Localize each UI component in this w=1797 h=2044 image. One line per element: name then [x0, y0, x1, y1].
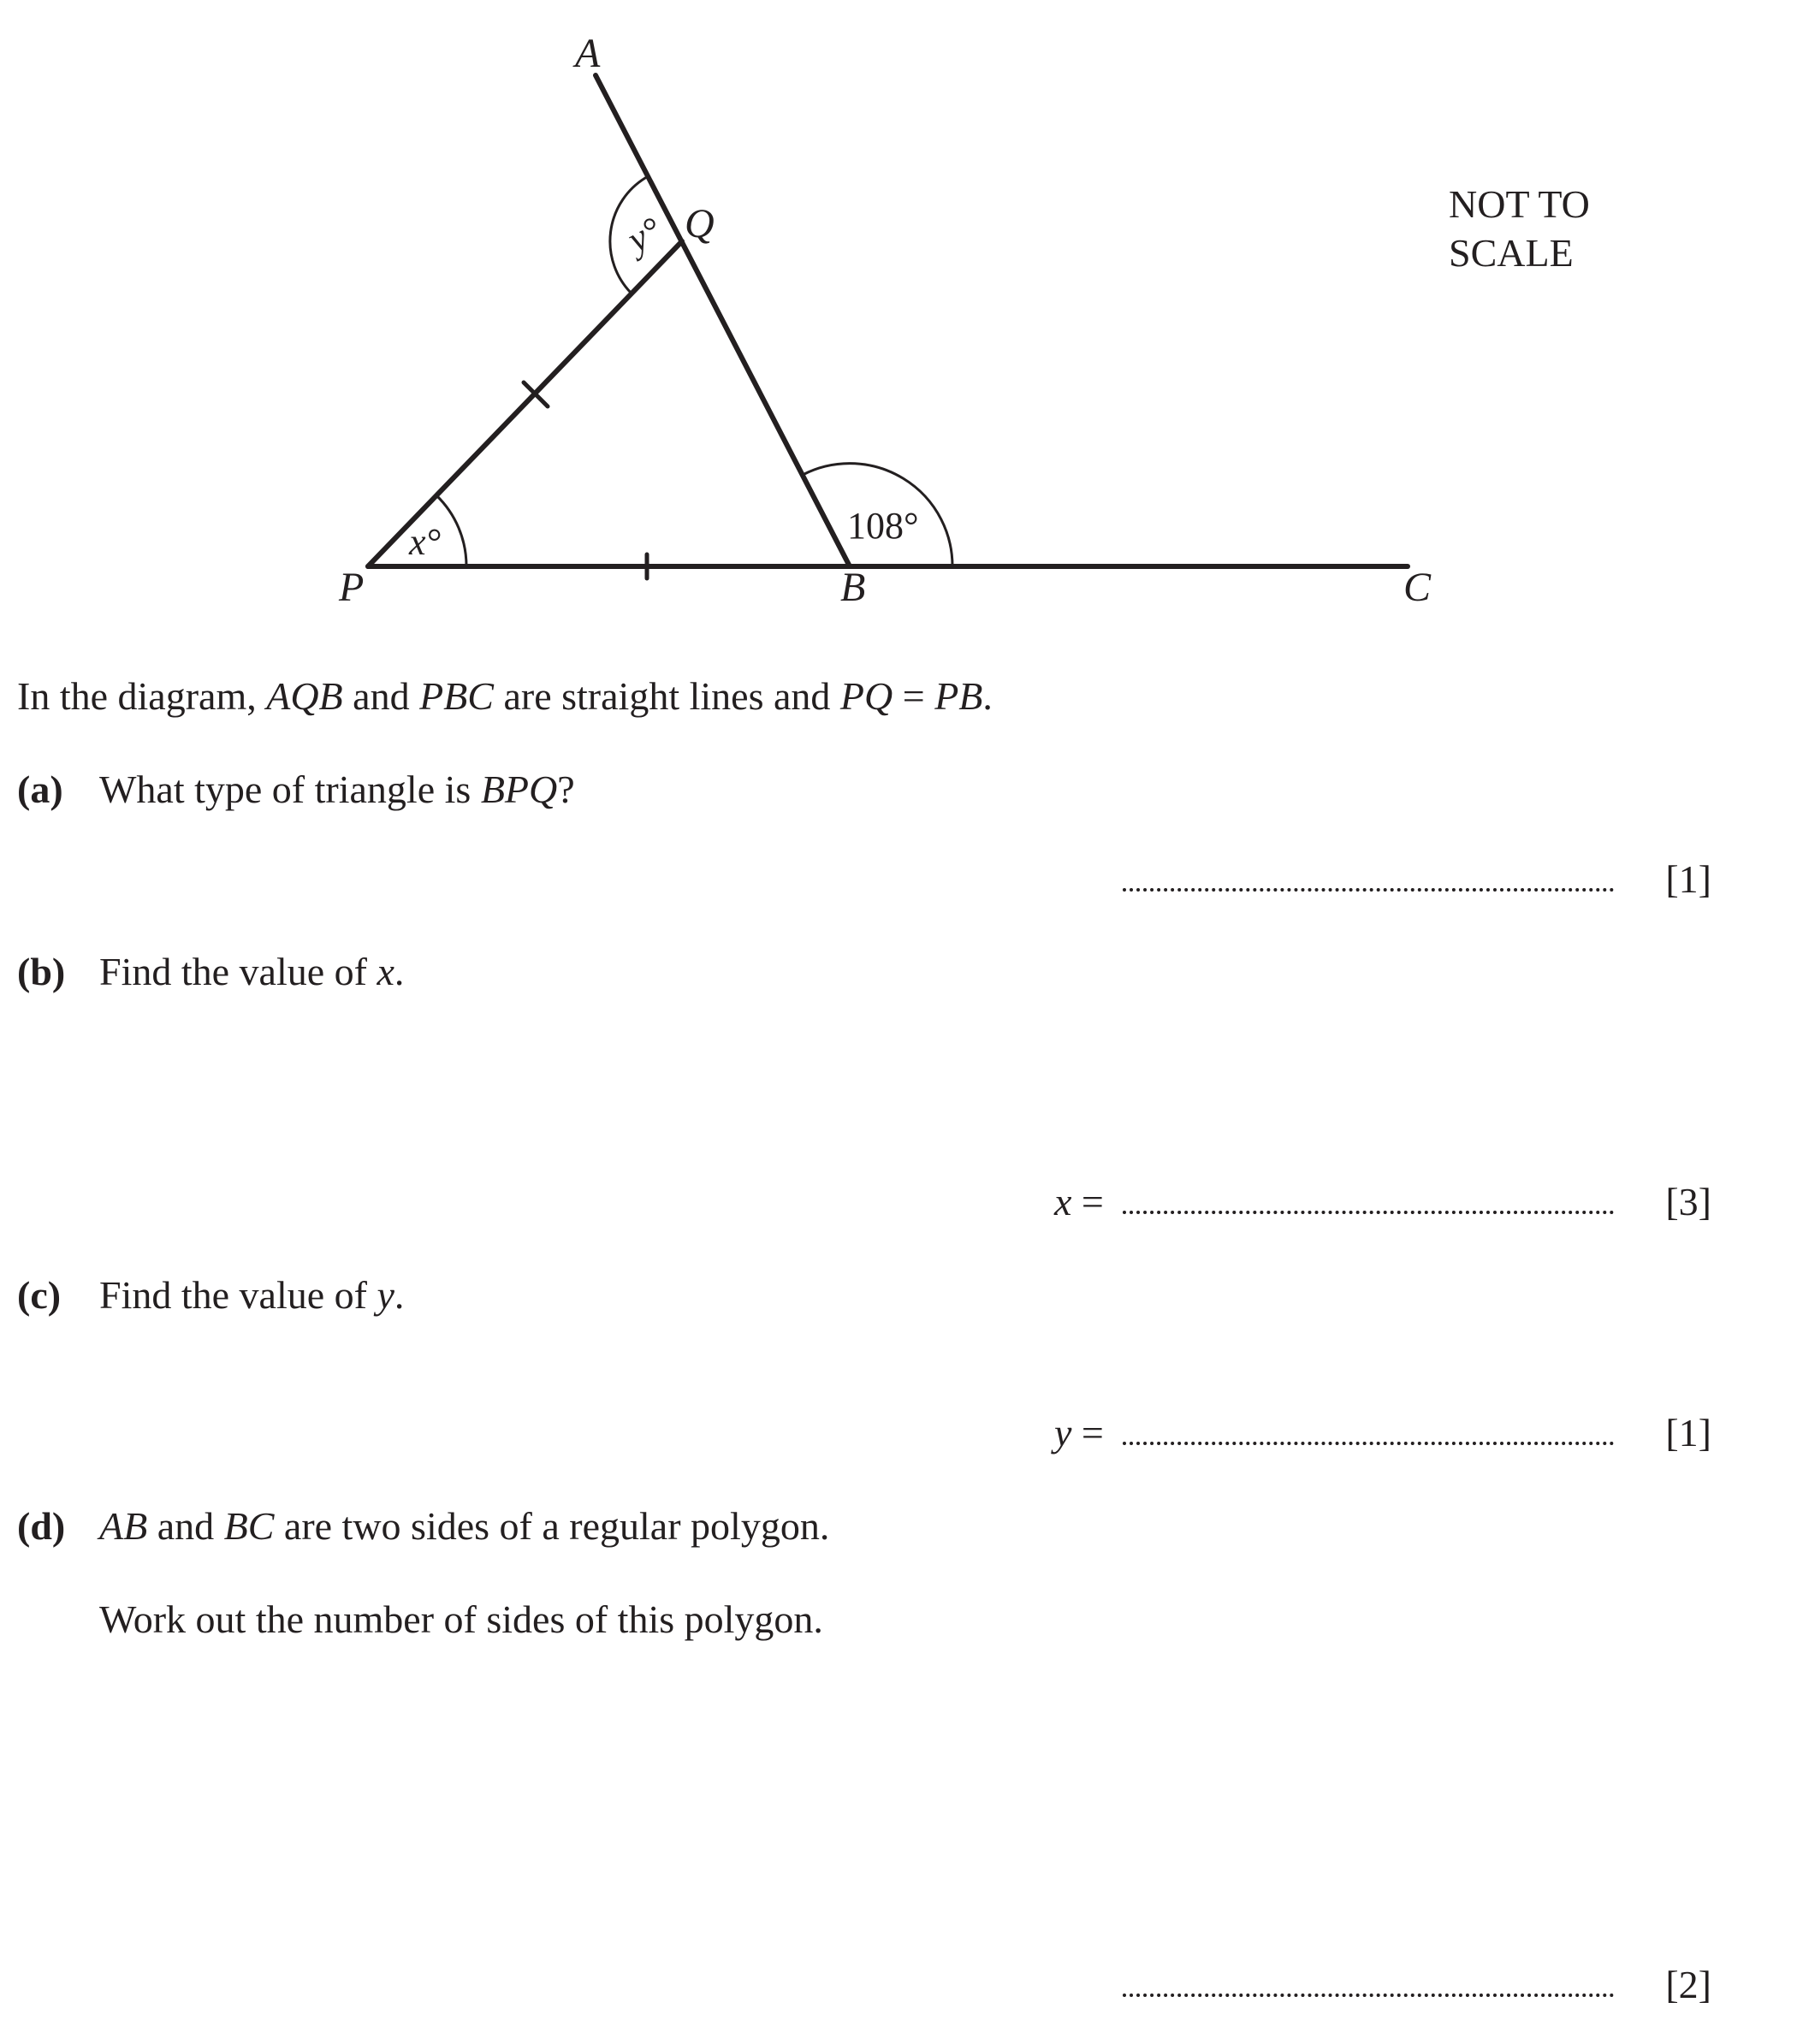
marks-c: [1] [1665, 1411, 1711, 1454]
geometry-diagram [0, 0, 1797, 650]
answer-line-c[interactable] [1123, 1442, 1614, 1445]
intro-part: PBC [419, 674, 494, 718]
angle-label-y [618, 209, 668, 263]
label-c: C [1403, 565, 1432, 610]
question-c-text: Find the value of [99, 1273, 377, 1317]
intro-part: and [342, 674, 420, 718]
question-c [17, 1271, 404, 1319]
answer-line-d[interactable] [1123, 1994, 1614, 1997]
not-to-scale-note [1449, 180, 1590, 277]
line-aqb [596, 75, 850, 566]
intro-part: PB [934, 674, 983, 718]
intro-part: . [982, 674, 993, 718]
part-label-b: (b) [17, 950, 66, 993]
marks-b: [3] [1665, 1180, 1711, 1223]
question-d-instruction: Work out the number of sides of this polygon. [99, 1597, 823, 1641]
question-d-text: and [147, 1504, 224, 1548]
question-c-text: y [377, 1273, 394, 1317]
angle-arc-x [436, 495, 466, 566]
question-b [17, 948, 404, 996]
question-d-text: BC [223, 1504, 275, 1548]
intro-part: In the diagram, [17, 674, 267, 718]
angle-label-x: x° [409, 521, 442, 563]
intro-text [17, 672, 993, 720]
answer-row-c [1027, 1407, 1711, 1459]
question-a [17, 766, 575, 814]
question-c-text: . [394, 1273, 405, 1317]
answer-prefix-c [1054, 1407, 1104, 1459]
question-a-text: BPQ [480, 767, 558, 811]
question-d-text: are two sides of a regular polygon. [274, 1504, 830, 1548]
intro-part: = [893, 674, 935, 718]
intro-part: are straight lines and [493, 674, 840, 718]
answer-var-b: x [1054, 1180, 1072, 1223]
question-b-text: . [394, 950, 405, 993]
question-d [17, 1502, 829, 1550]
question-b-text: Find the value of [99, 950, 377, 993]
question-d-text: AB [99, 1504, 148, 1548]
label-q: Q [685, 201, 715, 246]
angle-label-108: 108° [847, 505, 919, 547]
answer-row-a [1027, 854, 1711, 905]
answer-eq-c: = [1071, 1411, 1104, 1454]
answer-row-d [1027, 1959, 1711, 2011]
note-line-1: NOT TO [1449, 182, 1590, 226]
intro-part: PQ [839, 674, 893, 718]
marks-d: [2] [1665, 1963, 1711, 2006]
part-label-c: (c) [17, 1273, 62, 1317]
label-a: A [575, 31, 601, 76]
answer-var-c: y [1054, 1411, 1072, 1454]
marks-a: [1] [1665, 857, 1711, 901]
question-a-text: What type of triangle is [99, 767, 481, 811]
line-pq [368, 241, 682, 566]
answer-row-b [1027, 1176, 1711, 1228]
label-p: P [339, 565, 365, 610]
answer-line-a[interactable] [1123, 888, 1614, 892]
part-label-a: (a) [17, 767, 63, 811]
intro-part: AQB [266, 674, 343, 718]
note-line-2: SCALE [1449, 231, 1574, 275]
label-b: B [840, 565, 866, 610]
question-a-text: ? [557, 767, 575, 811]
answer-line-b[interactable] [1123, 1211, 1614, 1214]
question-b-text: x [377, 950, 394, 993]
angle-y-text: y° [620, 209, 668, 261]
part-label-d: (d) [17, 1504, 66, 1548]
answer-prefix-b [1054, 1176, 1104, 1228]
answer-eq-b: = [1071, 1180, 1104, 1223]
